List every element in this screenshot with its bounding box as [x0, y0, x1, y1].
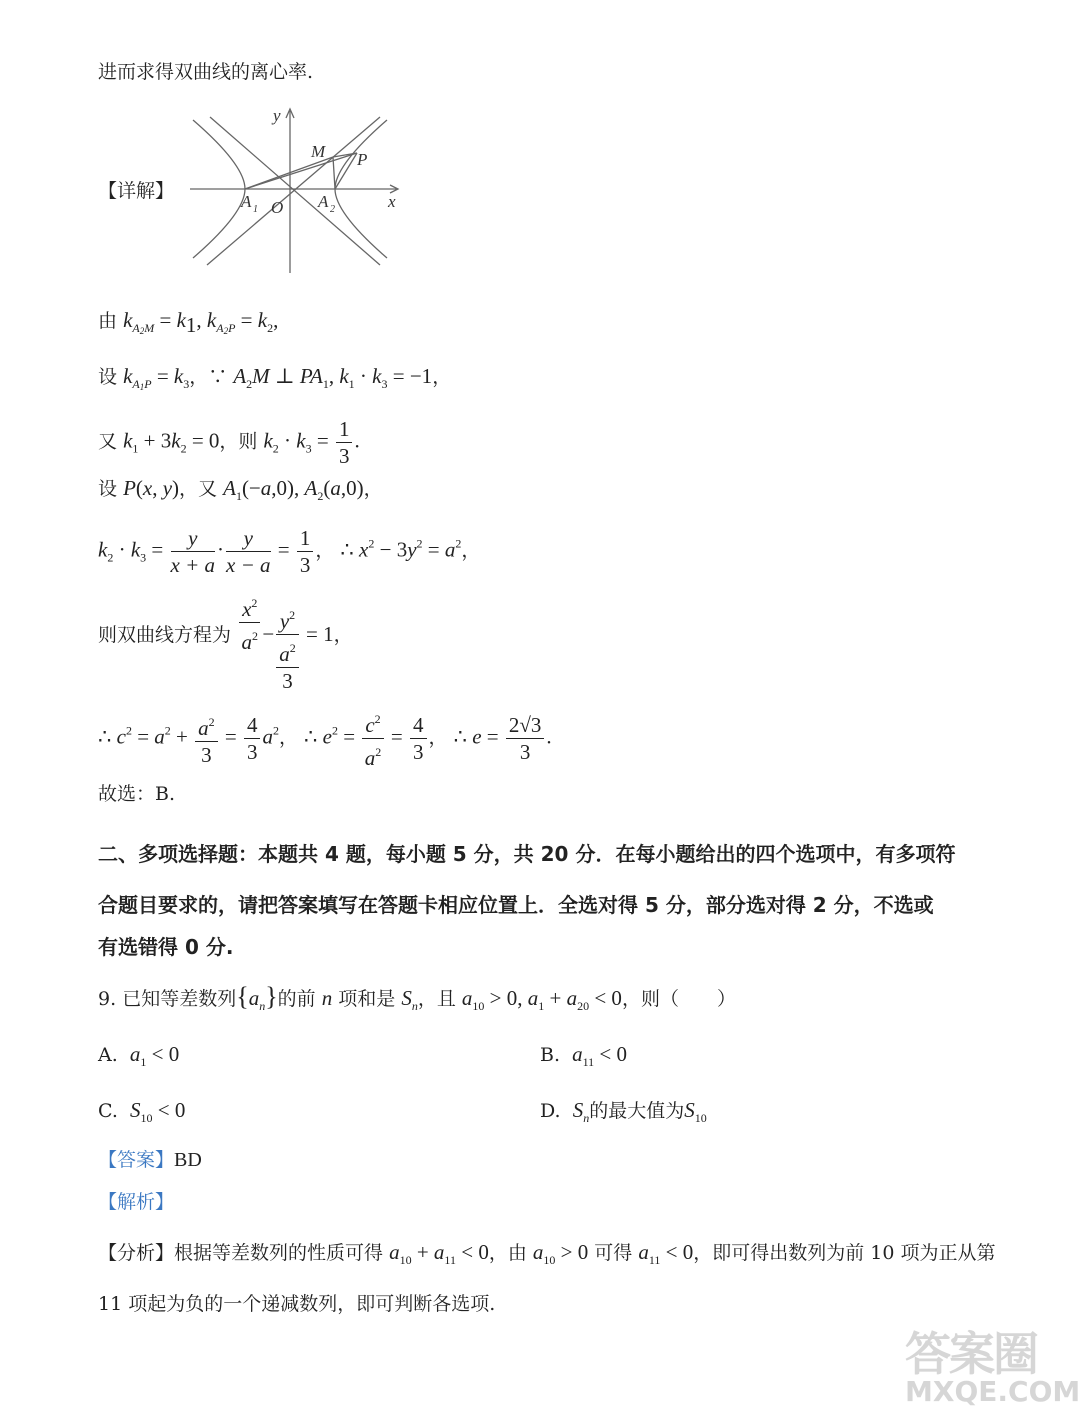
label-x: x — [388, 192, 396, 211]
watermark-logo: 答案圈 — [905, 1327, 1037, 1381]
label-y: y — [273, 106, 281, 125]
label-O: O — [271, 198, 284, 217]
detail-label: 【详解】 — [98, 180, 175, 202]
fenxi-line-2: 11 项起为负的一个递减数列，即可判断各选项. — [98, 1293, 496, 1315]
intro-text: 进而求得双曲线的离心率. — [98, 61, 314, 83]
answer-line — [98, 1146, 202, 1174]
choose-line: 故选：B. — [98, 783, 176, 805]
section-title-line-1: 二、多项选择题：本题共 4 题，每小题 5 分，共 20 分．在每小题给出的四个选项中，有多项符 — [98, 842, 956, 866]
derivation-line-3: 又 $k_1 + 3k_2 = 0$，则 $k_2 \cdot k_3$ = $\frac{1}{3}$ . — [98, 417, 360, 468]
question-9: 9. 已知等差数列$\{a_n\}$的前 n 项和是 $S_n$，且 $a_{10} > 0$, $a_1 + a_{20} < 0$，则（ ） — [98, 982, 736, 1013]
option-c: C. $S_{10} < 0$ — [98, 1098, 186, 1125]
answer-value: BD — [174, 1149, 202, 1171]
label-A2: A — [318, 192, 329, 211]
segment-a2-m — [333, 157, 335, 189]
derivation-line-1: 由 $k_{A_2M} = k_1$, $k_{A_2P} = k_2$, — [98, 308, 279, 337]
section-title-line-3: 有选错得 0 分. — [98, 935, 234, 959]
answer-label: 【答案】 — [98, 1149, 175, 1171]
label-A1: A — [241, 192, 252, 211]
derivation-line-7: ∴ $c^2 = a^2$ + $\frac{a^2}{3}$ = $\frac{4}{3}$ $a^2$， ∴ $e^2$ = $\frac{c^2}{a^2}$ = $\frac{4}{3}$ ， ∴ e = $\frac{2√3}{3}$ . — [98, 706, 552, 771]
section-title-line-2: 合题目要求的，请把答案填写在答题卡相应位置上．全选对得 5 分，部分选对得 2 分，不选或 — [98, 893, 934, 917]
label-A2-sub: 2 — [330, 204, 335, 215]
label-A1-sub: 1 — [253, 204, 258, 215]
analysis-label: 【解析】 — [98, 1191, 175, 1213]
option-b: B. $a_{11} < 0$ — [540, 1042, 628, 1069]
label-M: M — [311, 142, 326, 161]
derivation-line-6: 则双曲线方程为 $\frac{x^2}{a^2}$ − $\frac{y^2}{\frac{a^2}{3}}$ = 1， — [98, 590, 353, 694]
label-P: P — [357, 150, 368, 169]
watermark-url: MXQE.COM — [905, 1375, 1080, 1408]
derivation-line-4: 设 P(x, y)，又 $A_1(-a,0)$, $A_2(a,0)$， — [98, 476, 383, 503]
derivation-line-5: $k_2 \cdot k_3$ = $\frac{y}{x + a}$ · $\frac{y}{x - a}$ = $\frac{1}{3}$ ， ∴ $x^2 - 3y^2 = a^2$， — [98, 526, 481, 577]
derivation-line-2: 设 $k_{A_1P} = k_3$，∵ $A_2M$ ⊥ $PA_1$, $k_1 \cdot k_3 = -1$， — [98, 364, 452, 392]
option-d: D. $S_n$的最大值为$S_{10}$ — [540, 1098, 707, 1125]
option-a: A. $a_1 < 0$ — [98, 1042, 180, 1069]
hyperbola-figure — [185, 95, 410, 275]
fenxi-line-1: 【分析】根据等差数列的性质可得 $a_{10} + a_{11} < 0$，由 $a_{10} > 0$ 可得 $a_{11} < 0$，即可得出数列为前 10 项为正从第 — [98, 1240, 996, 1267]
